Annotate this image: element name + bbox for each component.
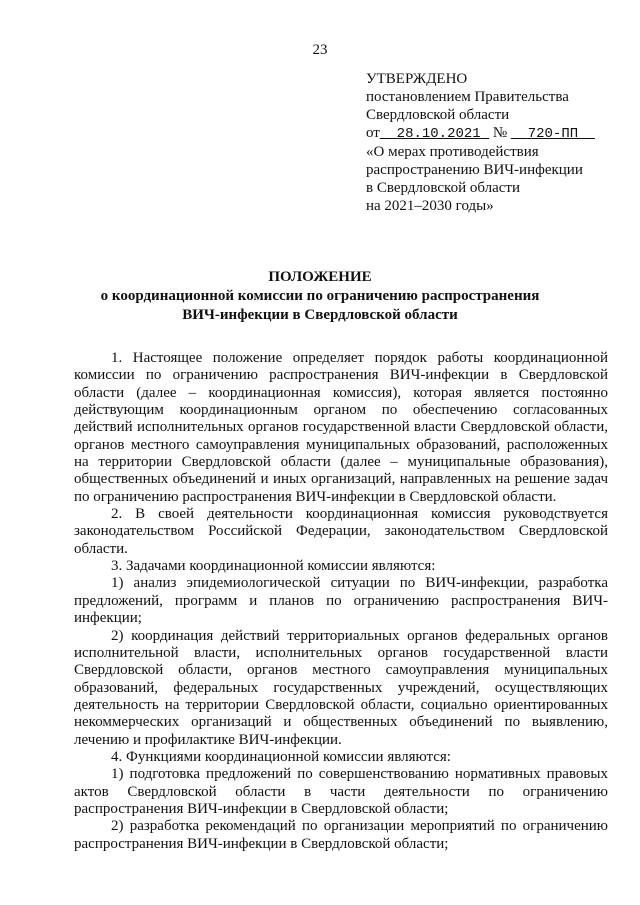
paragraph: 1. Настоящее положение определяет порядок работы координационной комиссии по ограничению распространения ВИЧ-инфекции в Свердловской области (далее – координационная комиссия), которая является постоянно действующим координационным органом по обеспечению согласованных действий исполнительных органов государственной власти Свердловской области, органов местного самоуправления муниципальных образований, расположенных на территории Свердловской области (далее – муниципальные образования), общественных объединений и иных организаций, направленных на решение задач по ограничению распространения ВИЧ-инфекции в Свердловской области.: [74, 350, 608, 505]
approval-heading: УТВЕРЖДЕНО: [366, 71, 468, 87]
approval-date-line: [366, 124, 626, 143]
paragraph: 2) разработка рекомендаций по организации мероприятий по ограничению распространения ВИЧ-инфекции в Свердловской области;: [74, 818, 608, 852]
paragraph: 2. В своей деятельности координационная комиссия руководствуется законодательством Российской Федерации, законодательством Свердловской области.: [74, 506, 608, 557]
approval-line-2: Свердловской области: [366, 107, 510, 123]
doc-number: 720-ПП: [527, 126, 579, 142]
approval-line-1: постановлением Правительства: [366, 89, 569, 105]
approval-title-line-1: «О мерах противодействия: [366, 144, 539, 160]
approval-block: [366, 70, 626, 215]
date-prefix: от: [366, 125, 380, 141]
paragraph: 4. Функциями координационной комиссии являются:: [111, 748, 451, 765]
approval-title-line-3: в Свердловской области: [366, 180, 521, 196]
approval-title-line-4: на 2021–2030 годы»: [366, 198, 494, 214]
document-body: [74, 350, 608, 853]
date-value: 28.10.2021: [396, 126, 481, 142]
paragraph: 2) координация действий территориальных органов федеральных органов исполнительной власти, исполнительных органов государственной власти Свердловской области, органов местного самоуправления муниципальных образований, федеральных государственных учреждений, осуществляющих деятельность на территории Свердловской области, социально ориентированных некоммерческих организаций и общественных объединений по выявлению, лечению и профилактике ВИЧ-инфекции.: [74, 627, 608, 748]
title-line-3: ВИЧ-инфекции в Свердловской области: [182, 307, 458, 323]
title-line-2: о координационной комиссии по ограничению распространения: [100, 288, 540, 304]
title-line-1: ПОЛОЖЕНИЕ: [268, 269, 372, 285]
paragraph: 1) подготовка предложений по совершенствованию нормативных правовых актов Свердловской области в части деятельности по ограничению распространения ВИЧ-инфекции в Свердловской области;: [74, 766, 608, 817]
approval-title-line-2: распространению ВИЧ-инфекции: [366, 162, 583, 178]
paragraph: 3. Задачами координационной комиссии являются:: [111, 558, 436, 575]
page-number: 23: [312, 42, 328, 58]
number-sign: №: [492, 125, 508, 141]
paragraph: 1) анализ эпидемиологической ситуации по ВИЧ-инфекции, разработка предложений, программ и планов по ограничению распространения ВИЧ-инфекции;: [74, 575, 608, 627]
document-title: [40, 268, 600, 325]
